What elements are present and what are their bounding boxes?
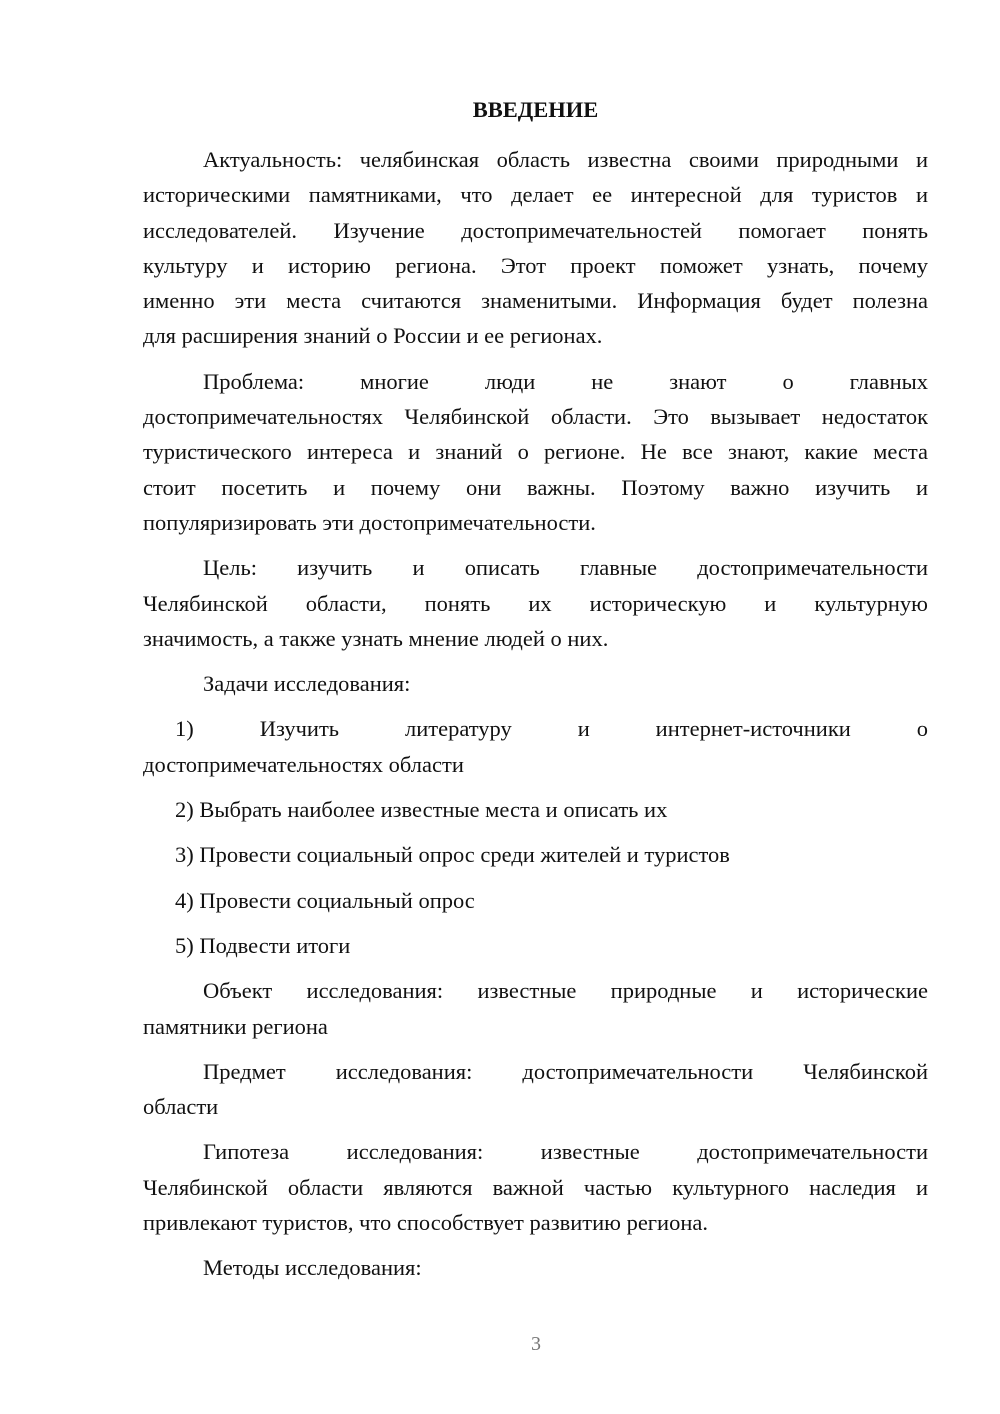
section-title: ВВЕДЕНИЕ [472, 97, 599, 122]
paragraph [143, 1134, 928, 1240]
text-line: достопримечательностях области [143, 751, 464, 777]
paragraph [143, 364, 928, 540]
text-line: 5) Подвести итоги [175, 932, 351, 958]
paragraph [143, 1054, 928, 1125]
paragraph [143, 1250, 928, 1285]
text-line: Объект исследования: известные природные и исторические [203, 978, 928, 1004]
task-list-item [143, 792, 928, 827]
text-line: историческими памятниками, что делает ее интересной для туристов и [143, 182, 928, 208]
text-line: популяризировать эти достопримечательности. [143, 509, 596, 535]
text-line: Челябинской области, понять их историческую и культурную [143, 590, 928, 616]
text-line: Методы исследования: [203, 1255, 422, 1281]
text-line: привлекают туристов, что способствует развитию региона. [143, 1210, 708, 1236]
task-list-item [143, 837, 928, 872]
page-number: 3 [531, 1333, 541, 1355]
text-line: Задачи исследования: [203, 671, 411, 697]
text-line: памятники региона [143, 1013, 328, 1039]
text-line: именно эти места считаются знаменитыми. Информация будет полезна [143, 288, 928, 314]
paragraphs [143, 142, 928, 1286]
text-line: достопримечательностях Челябинской области. Это вызывает недостаток [143, 404, 928, 430]
text-line: 2) Выбрать наиболее известные места и описать их [175, 797, 668, 823]
text-line: Гипотеза исследования: известные достопримечательности [203, 1139, 928, 1165]
task-list-item [143, 928, 928, 963]
text-line: 1) Изучить литературу и интернет-источники о [175, 716, 928, 742]
text-line: Актуальность: челябинская область известна своими природными и [203, 147, 928, 172]
text-line: области [143, 1094, 219, 1120]
paragraph [143, 973, 928, 1044]
paragraph [143, 550, 928, 656]
text-line: 3) Провести социальный опрос среди жителей и туристов [175, 842, 730, 868]
paragraph [143, 142, 928, 354]
page-content [143, 92, 928, 1296]
text-line: для расширения знаний о России и ее регионах. [143, 323, 603, 349]
paragraph [143, 666, 928, 701]
text-line: стоит посетить и почему они важны. Поэтому важно изучить и [143, 474, 928, 500]
text-line: туристического интереса и знаний о регионе. Не все знают, какие места [143, 439, 928, 465]
text-line: 4) Провести социальный опрос [175, 887, 475, 913]
text-line: Проблема: многие люди не знают о главных [203, 368, 928, 394]
task-list-item [143, 883, 928, 918]
text-line: исследователей. Изучение достопримечательностей помогает понять [143, 217, 928, 243]
task-list-item [143, 711, 928, 782]
text-line: культуру и историю региона. Этот проект поможет узнать, почему [143, 252, 928, 278]
text-line: значимость, а также узнать мнение людей о них. [143, 625, 609, 651]
text-line: Цель: изучить и описать главные достопримечательности [203, 555, 928, 581]
text-line: Предмет исследования: достопримечательности Челябинской [203, 1058, 928, 1084]
text-line: Челябинской области являются важной частью культурного наследия и [143, 1174, 928, 1200]
